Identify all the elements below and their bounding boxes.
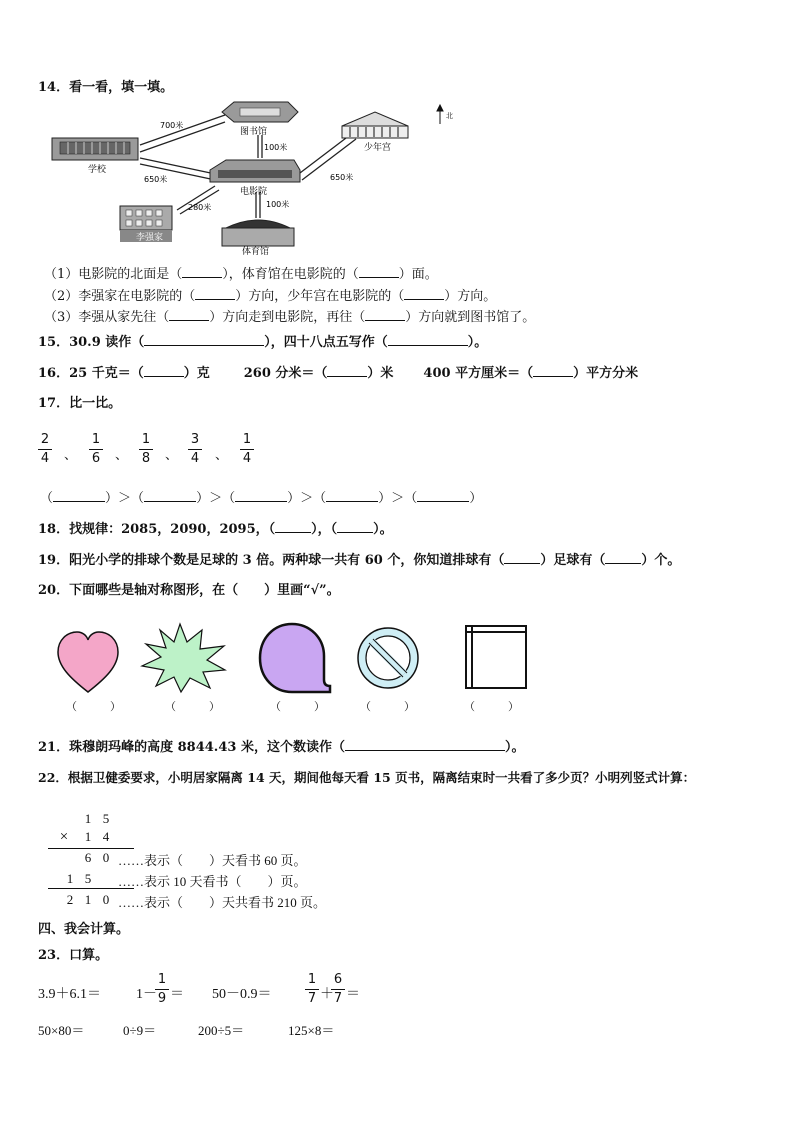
blank[interactable]: [404, 287, 444, 300]
oral-calc-part: ＝: [346, 987, 360, 1002]
blank[interactable]: [417, 489, 469, 502]
oral-calc-part: ＝: [170, 987, 184, 1002]
separator: 、: [115, 448, 129, 463]
cinema-label: 电影院: [240, 187, 268, 197]
answer-paren[interactable]: （ ）: [270, 700, 325, 713]
q21: 21．珠穆朗玛峰的高度 8844.43 米，这个数读作（ ）。: [38, 740, 525, 755]
q23-title: 23．口算。: [38, 948, 109, 963]
dist-school-library: 700米: [160, 121, 184, 130]
gym-label: 体育馆: [242, 247, 270, 257]
li-home-label: 李强家: [136, 233, 164, 243]
blank[interactable]: [365, 308, 405, 321]
q16: 16．25 千克＝（ ）克 260 分米＝（ ）米 400 平方厘米＝（ ）平方分米: [38, 366, 639, 381]
oral-calc-part: ＋: [320, 987, 334, 1002]
fraction: 1 7: [305, 972, 319, 1007]
separator: 、: [215, 448, 229, 463]
square-frame-icon: [466, 626, 526, 688]
fraction: 2 4: [38, 432, 52, 467]
blank[interactable]: [144, 489, 196, 502]
symmetry-shapes: [50, 622, 540, 696]
separator: 、: [165, 448, 179, 463]
dist-li-cinema: 280米: [188, 203, 212, 212]
gym-icon: [222, 220, 294, 246]
note: ……表示（ ）天看书 60 页。: [118, 853, 307, 868]
note: ……表示（ ）天共看书 210 页。: [118, 895, 327, 910]
oral-calc: 200÷5＝: [198, 1023, 245, 1038]
q14-part2: （2）李强家在电影院的（ ）方向，少年宫在电影院的（ ）方向。: [44, 289, 497, 304]
youth-palace-label: 少年宫: [364, 143, 392, 153]
q17-title: 17．比一比。: [38, 396, 122, 411]
oral-calc: 50×80＝: [38, 1023, 85, 1038]
fraction: 1 8: [139, 432, 153, 467]
library-label: 图书馆: [240, 127, 268, 137]
oral-calc: 0÷9＝: [123, 1023, 157, 1038]
q15: 15．30.9 读作（ ），四十八点五写作（ ）。: [38, 335, 488, 350]
blank[interactable]: [533, 364, 573, 377]
q14-title: 14．看一看，填一填。: [38, 80, 174, 95]
q20-title: 20．下面哪些是轴对称图形，在（ ）里画“√”。: [38, 583, 340, 598]
cinema-icon: [210, 160, 300, 182]
oral-calc: 125×8＝: [288, 1023, 335, 1038]
q14-part1: （1）电影院的北面是（ ），体育馆在电影院的（ ）面。: [44, 267, 438, 282]
blank[interactable]: [605, 551, 641, 564]
blank[interactable]: [169, 308, 209, 321]
youth-palace-icon: [342, 112, 408, 138]
q18: 18．找规律：2085，2090，2095，（ ），（ ）。: [38, 522, 393, 537]
q22-text: 22．根据卫健委要求，小明居家隔离 14 天，期间他每天看 15 页书，隔离结束时一共看了多少页？小明列竖式计算：: [38, 770, 696, 785]
blank[interactable]: [275, 520, 311, 533]
blank[interactable]: [235, 489, 287, 502]
q17-compare-chain: （ ）＞（ ）＞（ ）＞（ ）＞（ ）: [40, 491, 483, 506]
blank[interactable]: [337, 520, 373, 533]
dist-library-cinema: 100米: [264, 143, 288, 152]
north-label: 北: [446, 112, 453, 120]
north-arrow-icon: [437, 105, 443, 124]
school-label: 学校: [88, 165, 107, 175]
heart-icon: [58, 632, 118, 692]
dist-cinema-youth: 650米: [330, 173, 354, 182]
blank[interactable]: [327, 364, 367, 377]
answer-paren[interactable]: （ ）: [66, 700, 121, 713]
library-icon: [222, 102, 298, 122]
fraction: 1 4: [240, 432, 254, 467]
q19: 19．阳光小学的排球个数是足球的 3 倍。两种球一共有 60 个，你知道排球有（ ）足球有（ ）个。: [38, 553, 681, 568]
fraction: 1 6: [89, 432, 103, 467]
divider-line: [48, 888, 134, 889]
blank[interactable]: [345, 738, 505, 751]
fraction: 6 7: [331, 972, 345, 1007]
blank[interactable]: [326, 489, 378, 502]
q14-part3: （3）李强从家先往（ ）方向走到电影院，再往（ ）方向就到图书馆了。: [44, 310, 536, 325]
answer-paren[interactable]: （ ）: [165, 700, 220, 713]
dist-school-cinema: 650米: [144, 175, 168, 184]
burst-star-icon: [142, 624, 225, 692]
fraction: 3 4: [188, 432, 202, 467]
section-heading: 四、我会计算。: [38, 922, 130, 937]
blank[interactable]: [195, 287, 235, 300]
fraction: 1 9: [155, 972, 169, 1007]
blank[interactable]: [53, 489, 105, 502]
answer-paren[interactable]: （ ）: [464, 700, 519, 713]
blank[interactable]: [504, 551, 540, 564]
q-shape-icon: [260, 624, 330, 692]
separator: 、: [64, 448, 78, 463]
blank[interactable]: [359, 265, 399, 278]
school-icon: [52, 138, 138, 160]
no-sign-icon: [358, 628, 418, 688]
divider-line: [48, 848, 134, 849]
note: ……表示 10 天看书（ ）页。: [118, 874, 307, 889]
oral-calc-part: 1－: [136, 987, 157, 1002]
blank[interactable]: [144, 364, 184, 377]
oral-calc: 3.9＋6.1＝: [38, 987, 101, 1002]
direction-map: [50, 100, 470, 260]
blank[interactable]: [182, 265, 222, 278]
dist-cinema-gym: 100米: [266, 200, 290, 209]
oral-calc: 50－0.9＝: [212, 987, 272, 1002]
blank[interactable]: [388, 333, 468, 346]
answer-paren[interactable]: （ ）: [360, 700, 415, 713]
blank[interactable]: [144, 333, 264, 346]
